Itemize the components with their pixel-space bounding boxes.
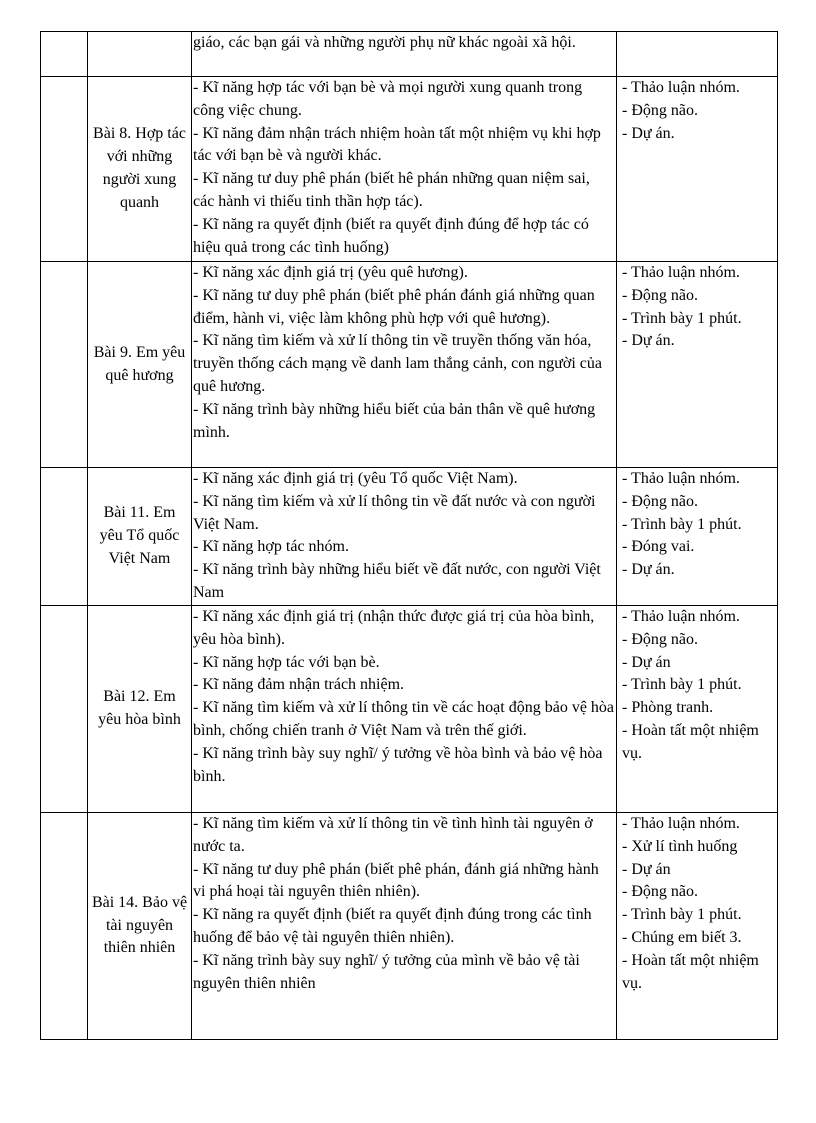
methods-cell [617, 468, 778, 606]
skill-item: - Kĩ năng trình bày những hiểu biết của bản thân về quê hương mình. [193, 400, 596, 441]
method-item: - Phòng tranh. [622, 699, 714, 717]
skill-item: - Kĩ năng xác định giá trị (yêu Tổ quốc Việt Nam). [193, 470, 518, 487]
skill-item: - Kĩ năng tư duy phê phán (biết hê phán những quan niệm sai, các hành vi thiếu tinh thần hợp tác). [193, 170, 590, 210]
table-row [41, 606, 778, 813]
method-item: - Động não. [622, 492, 698, 510]
method-item: - Động não. [622, 101, 698, 119]
skill-item: - Kĩ năng đảm nhận trách nhiệm. [193, 676, 405, 694]
skill-item: - Kĩ năng tìm kiếm và xử lí thông tin về truyền thống văn hóa, truyền thống cách mạng về danh lam thắng cảnh, con người của quê hương. [193, 332, 602, 395]
lesson-cell: Bài 11. Em yêu Tổ quốc Việt Nam [88, 468, 192, 606]
lesson-cell: Bài 9. Em yêu quê hương [88, 262, 192, 468]
skill-item: - Kĩ năng tư duy phê phán (biết phê phán đánh giá những quan điểm, hành vi, việc làm không phù hợp với quê hương). [193, 286, 595, 327]
index-cell [41, 468, 88, 606]
method-item: - Chúng em biết 3. [622, 928, 742, 946]
method-item: - Dự án. [622, 124, 675, 142]
skill-item: - Kĩ năng tìm kiếm và xử lí thông tin về các hoạt động bảo vệ hòa bình, chống chiến tranh ở Việt Nam và trên thế giới. [193, 699, 615, 739]
index-cell [41, 606, 88, 813]
method-item: - Động não. [622, 286, 698, 304]
method-item: - Hoàn tất một nhiệm vụ. [622, 951, 759, 992]
method-item: - Thảo luận nhóm. [622, 470, 740, 487]
method-item: - Thảo luận nhóm. [622, 815, 740, 832]
index-cell [41, 813, 88, 1040]
table-row [41, 77, 778, 262]
methods-cell [617, 262, 778, 468]
methods-cell [617, 606, 778, 813]
skill-item: - Kĩ năng trình bày những hiểu biết về đất nước, con người Việt Nam [193, 561, 601, 601]
table-row [41, 468, 778, 606]
table-row [41, 262, 778, 468]
skills-cell [192, 468, 617, 606]
method-item: - Trình bày 1 phút. [622, 676, 742, 694]
table-body [41, 32, 778, 1040]
index-cell [41, 77, 88, 262]
lesson-cell: Bài 12. Em yêu hòa bình [88, 606, 192, 813]
methods-cell [617, 77, 778, 262]
methods-cell [617, 813, 778, 1040]
methods-cell [617, 32, 778, 77]
method-item: - Dự án. [622, 332, 675, 350]
skill-item: - Kĩ năng xác định giá trị (yêu quê hương). [193, 264, 468, 281]
skill-item: giáo, các bạn gái và những người phụ nữ khác ngoài xã hội. [193, 34, 576, 51]
lesson-cell: Bài 8. Hợp tác với những người xung quanh [88, 77, 192, 262]
method-item: - Dự án [622, 653, 671, 671]
skill-item: - Kĩ năng tư duy phê phán (biết phê phán, đánh giá những hành vi phá hoại tài nguyên thiên nhiên). [193, 860, 599, 901]
skill-item: - Kĩ năng hợp tác với bạn bè và mọi người xung quanh trong công việc chung. [193, 79, 583, 119]
skills-cell [192, 813, 617, 1040]
skill-item: - Kĩ năng hợp tác với bạn bè. [193, 653, 380, 671]
method-item: - Xử lí tình huống [622, 837, 738, 855]
skills-table [40, 31, 778, 1040]
skills-cell [192, 77, 617, 262]
skills-cell [192, 262, 617, 468]
method-item: - Trình bày 1 phút. [622, 906, 742, 924]
lesson-cell [88, 32, 192, 77]
method-item: - Thảo luận nhóm. [622, 608, 740, 625]
skill-item: - Kĩ năng trình bày suy nghĩ/ ý tưởng về hòa bình và bảo vệ hòa bình. [193, 744, 603, 785]
method-item: - Dự án. [622, 561, 675, 579]
method-item: - Thảo luận nhóm. [622, 264, 740, 281]
skill-item: - Kĩ năng hợp tác nhóm. [193, 538, 349, 556]
skill-item: - Kĩ năng đảm nhận trách nhiệm hoàn tất một nhiệm vụ khi hợp tác với bạn bè và người khác. [193, 124, 601, 165]
index-cell [41, 32, 88, 77]
skill-item: - Kĩ năng tìm kiếm và xử lí thông tin về đất nước và con người Việt Nam. [193, 492, 596, 533]
index-cell [41, 262, 88, 468]
table-row [41, 813, 778, 1040]
skill-item: - Kĩ năng trình bày suy nghĩ/ ý tưởng của mình về bảo vệ tài nguyên thiên nhiên [193, 951, 580, 992]
skill-item: - Kĩ năng tìm kiếm và xử lí thông tin về tình hình tài nguyên ở nước ta. [193, 815, 593, 855]
method-item: - Đóng vai. [622, 538, 695, 556]
lesson-cell: Bài 14. Bảo vệ tài nguyên thiên nhiên [88, 813, 192, 1040]
skills-cell [192, 606, 617, 813]
skill-item: - Kĩ năng xác định giá trị (nhận thức được giá trị của hòa bình, yêu hòa bình). [193, 608, 595, 648]
method-item: - Thảo luận nhóm. [622, 79, 740, 96]
table-row [41, 32, 778, 77]
skill-item: - Kĩ năng ra quyết định (biết ra quyết định đúng trong các tình huống để bảo vệ tài nguyên thiên nhiên). [193, 906, 592, 946]
skills-cell [192, 32, 617, 77]
method-item: - Động não. [622, 883, 698, 901]
method-item: - Hoàn tất một nhiệm vụ. [622, 721, 759, 762]
method-item: - Dự án [622, 860, 671, 878]
skill-item: - Kĩ năng ra quyết định (biết ra quyết định đúng để hợp tác có hiệu quả trong các tình huống) [193, 215, 589, 256]
method-item: - Trình bày 1 phút. [622, 515, 742, 533]
method-item: - Trình bày 1 phút. [622, 309, 742, 327]
method-item: - Động não. [622, 630, 698, 648]
